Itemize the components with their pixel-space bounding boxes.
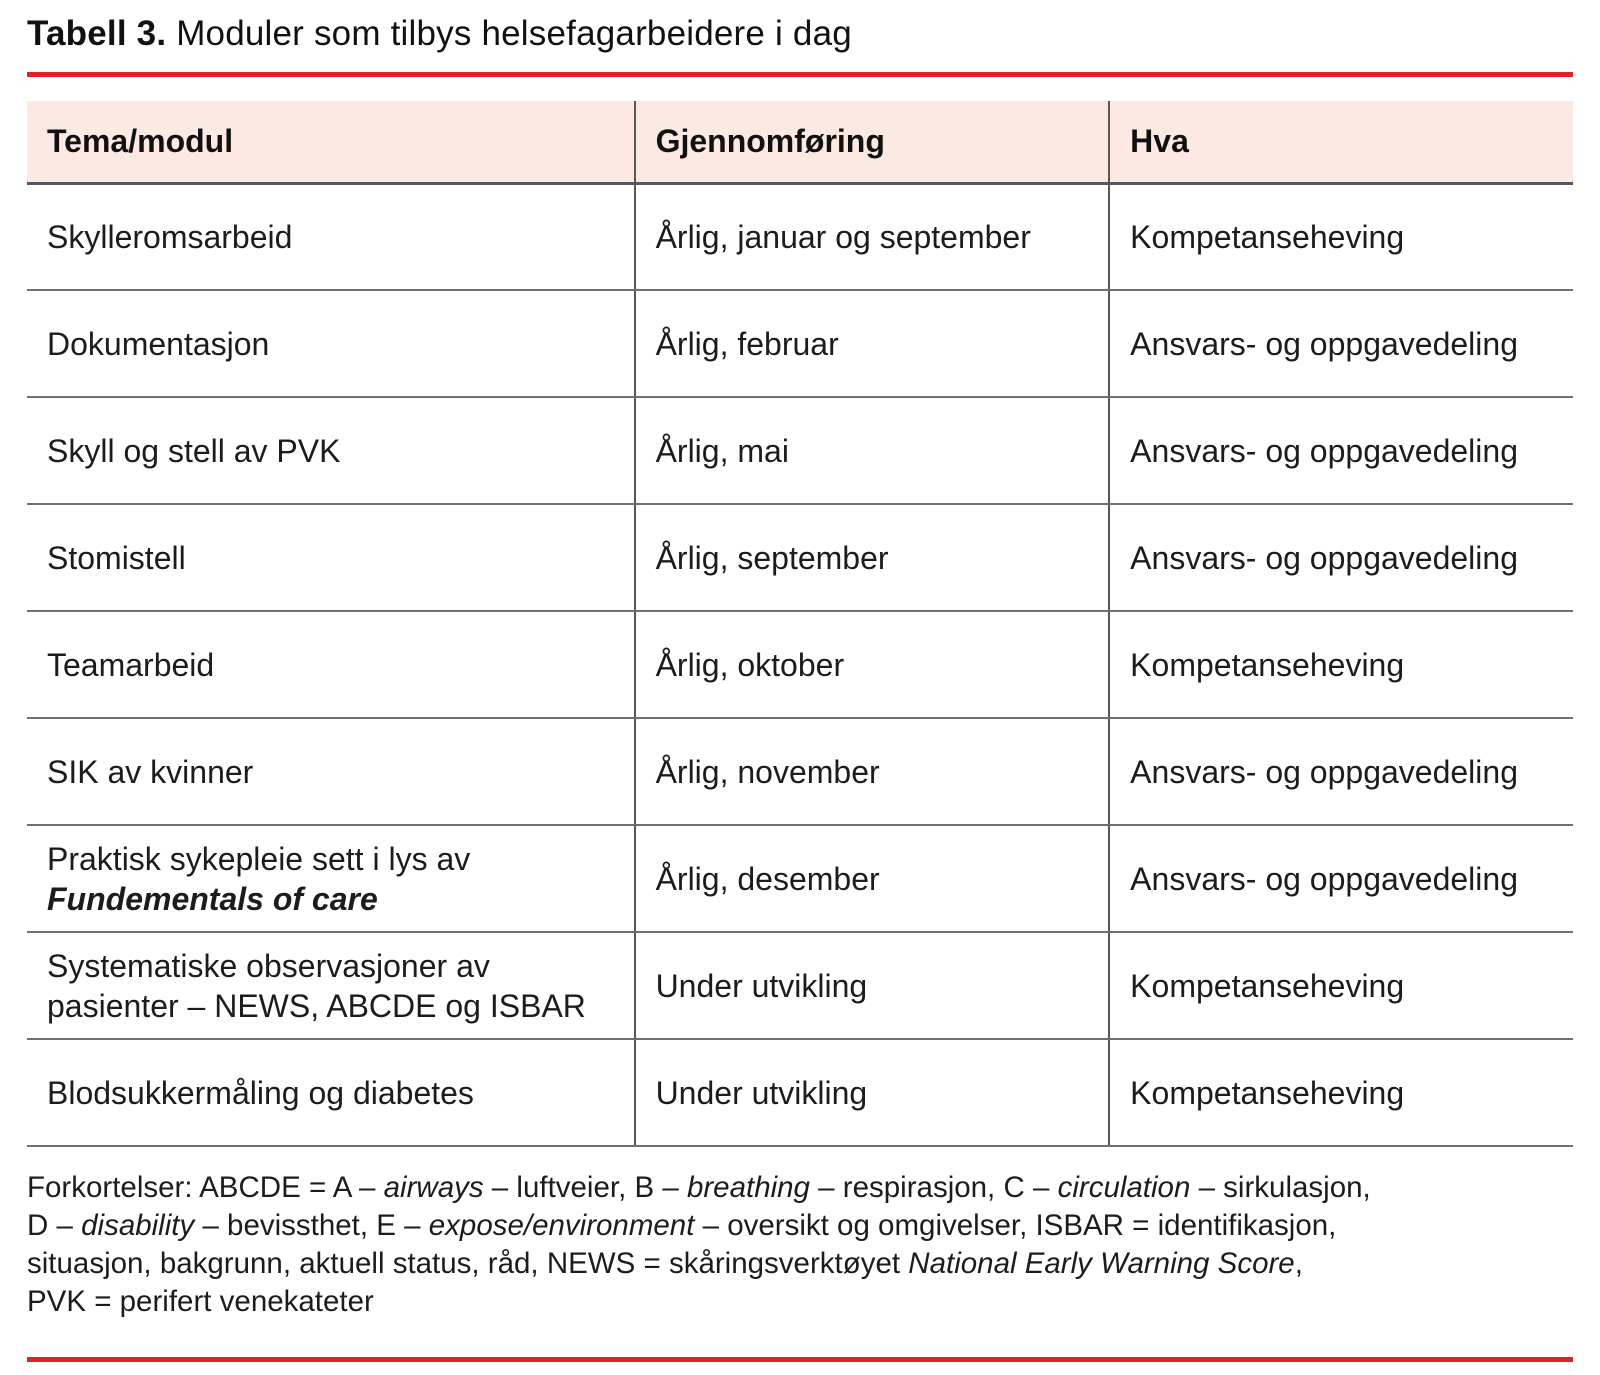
tema-cell-text: Blodsukkermåling og diabetes xyxy=(47,1074,474,1111)
col-header-tema-label: Tema/modul xyxy=(47,122,234,159)
gjennomforing-cell xyxy=(635,1039,1110,1146)
gjennomforing-cell-text: Under utvikling xyxy=(655,967,868,1004)
tema-cell xyxy=(27,932,635,1039)
tema-cell-text: Stomistell xyxy=(47,539,186,576)
table-number-label: Tabell 3. xyxy=(27,14,167,53)
footnote-segment: – oversikt og omgivelser, ISBAR = identifikasjon, xyxy=(694,1209,1337,1242)
gjennomforing-cell xyxy=(635,290,1110,397)
gjennomforing-cell xyxy=(635,397,1110,504)
gjennomforing-cell-text: Årlig, oktober xyxy=(655,646,845,683)
col-header-tema xyxy=(27,101,635,183)
footnote xyxy=(27,1169,1573,1321)
gjennomforing-cell xyxy=(635,504,1110,611)
table-row xyxy=(27,1039,1573,1146)
footnote-segment: situasjon, bakgrunn, aktuell status, råd, NEWS = skåringsverktøyet xyxy=(27,1247,909,1280)
tema-cell xyxy=(27,1039,635,1146)
tema-cell xyxy=(27,718,635,825)
hva-cell-text: Ansvars- og oppgavedeling xyxy=(1130,753,1518,790)
tema-cell-text: Systematiske observasjoner av pasienter – NEWS, ABCDE og ISBAR xyxy=(47,947,586,1024)
footnote-segment: expose/environment xyxy=(428,1209,695,1242)
table-row xyxy=(27,611,1573,718)
bottom-rule xyxy=(27,1357,1573,1362)
footnote-segment: National Early Warning Score xyxy=(908,1247,1295,1280)
footnote-segment: circulation xyxy=(1057,1171,1191,1204)
tema-cell-text: Teamarbeid xyxy=(47,646,215,683)
footnote-segment: airways xyxy=(383,1171,484,1204)
footnote-segment: D – xyxy=(27,1209,82,1242)
table-row xyxy=(27,825,1573,932)
hva-cell-text: Kompetanseheving xyxy=(1130,1074,1405,1111)
footnote-segment: Forkortelser: ABCDE = A – xyxy=(27,1171,384,1204)
tema-cell-text: Skylleromsarbeid xyxy=(47,218,293,255)
tema-cell-text: Praktisk sykepleie sett i lys av xyxy=(47,840,471,877)
gjennomforing-cell-text: Under utvikling xyxy=(655,1074,868,1111)
gjennomforing-cell xyxy=(635,825,1110,932)
col-header-gjennomforing-label: Gjennomføring xyxy=(655,122,885,159)
gjennomforing-cell-text: Årlig, januar og september xyxy=(655,218,1031,255)
col-header-hva xyxy=(1109,101,1573,183)
gjennomforing-cell-text: Årlig, november xyxy=(655,753,880,790)
page-title xyxy=(27,13,1573,55)
hva-cell xyxy=(1109,718,1573,825)
hva-cell-text: Kompetanseheving xyxy=(1130,646,1405,683)
hva-cell xyxy=(1109,932,1573,1039)
table-body xyxy=(27,183,1573,1146)
hva-cell-text: Ansvars- og oppgavedeling xyxy=(1130,860,1518,897)
hva-cell xyxy=(1109,397,1573,504)
footnote-segment: – sirkulasjon, xyxy=(1190,1171,1371,1204)
footnote-segment: disability xyxy=(81,1209,195,1242)
table-row xyxy=(27,718,1573,825)
hva-cell-text: Ansvars- og oppgavedeling xyxy=(1130,432,1518,469)
footnote-segment: – respirasjon, C – xyxy=(809,1171,1058,1204)
tema-cell-text: Dokumentasjon xyxy=(47,325,270,362)
hva-cell xyxy=(1109,611,1573,718)
gjennomforing-cell-text: Årlig, februar xyxy=(655,325,839,362)
hva-cell xyxy=(1109,183,1573,290)
table-row xyxy=(27,504,1573,611)
gjennomforing-cell-text: Årlig, september xyxy=(655,539,889,576)
table-row xyxy=(27,397,1573,504)
gjennomforing-cell-text: Årlig, mai xyxy=(655,432,789,469)
hva-cell-text: Kompetanseheving xyxy=(1130,218,1405,255)
col-header-hva-label: Hva xyxy=(1130,122,1189,159)
footnote-segment: PVK = perifert venekateter xyxy=(27,1285,374,1318)
tema-cell-text: Skyll og stell av PVK xyxy=(47,432,341,469)
hva-cell-text: Kompetanseheving xyxy=(1130,967,1405,1004)
gjennomforing-cell xyxy=(635,718,1110,825)
modules-table xyxy=(27,101,1573,1147)
hva-cell xyxy=(1109,825,1573,932)
hva-cell-text: Ansvars- og oppgavedeling xyxy=(1130,325,1518,362)
table-row xyxy=(27,183,1573,290)
gjennomforing-cell xyxy=(635,611,1110,718)
hva-cell xyxy=(1109,290,1573,397)
gjennomforing-cell-text: Årlig, desember xyxy=(655,860,880,897)
table-title-text: Moduler som tilbys helsefagarbeidere i dag xyxy=(166,14,852,53)
footnote-segment: – bevissthet, E – xyxy=(194,1209,429,1242)
tema-cell-emphasis: Fundementals of care xyxy=(47,880,378,917)
top-rule xyxy=(27,72,1573,77)
gjennomforing-cell xyxy=(635,183,1110,290)
hva-cell xyxy=(1109,1039,1573,1146)
footnote-segment: breathing xyxy=(686,1171,810,1204)
table-row xyxy=(27,932,1573,1039)
tema-cell xyxy=(27,611,635,718)
table-header-row xyxy=(27,101,1573,183)
tema-cell xyxy=(27,825,635,932)
tema-cell xyxy=(27,504,635,611)
tema-cell xyxy=(27,290,635,397)
col-header-gjennomforing xyxy=(635,101,1110,183)
tema-cell-text: SIK av kvinner xyxy=(47,753,254,790)
table-row xyxy=(27,290,1573,397)
tema-cell xyxy=(27,397,635,504)
gjennomforing-cell xyxy=(635,932,1110,1039)
footnote-segment: – luftveier, B – xyxy=(483,1171,687,1204)
footnote-segment: , xyxy=(1294,1247,1303,1280)
tema-cell xyxy=(27,183,635,290)
hva-cell xyxy=(1109,504,1573,611)
hva-cell-text: Ansvars- og oppgavedeling xyxy=(1130,539,1518,576)
